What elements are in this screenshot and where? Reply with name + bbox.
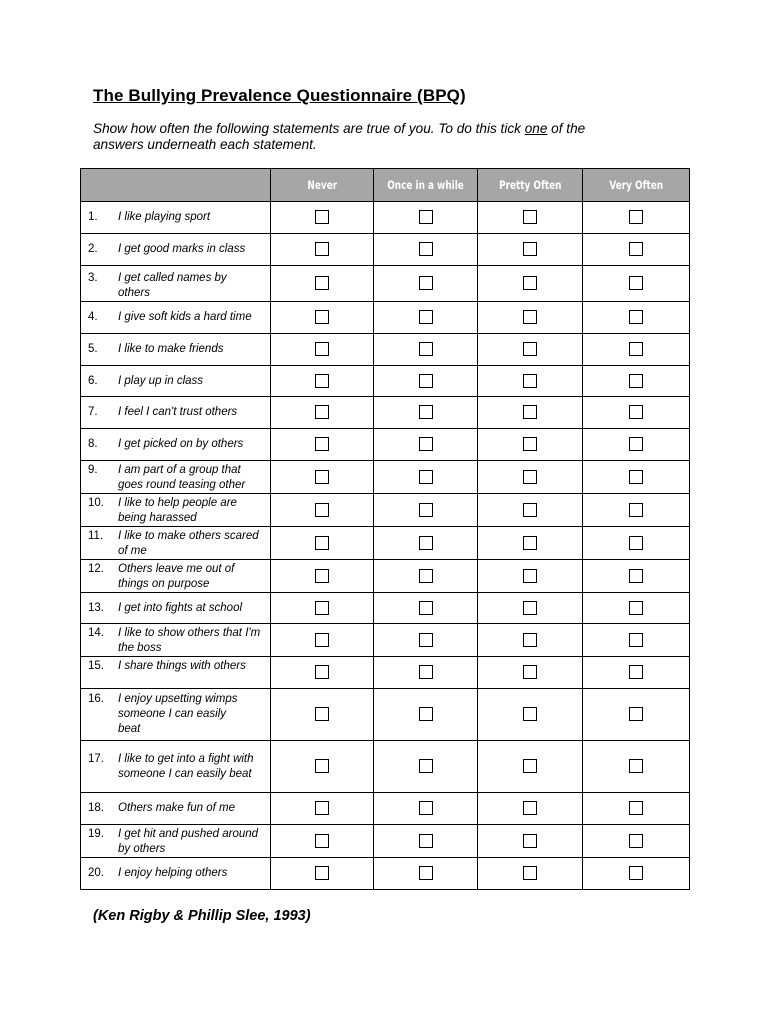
statement-content bbox=[81, 801, 270, 816]
answer-cell-very-often bbox=[583, 494, 690, 527]
checkbox-never[interactable] bbox=[315, 374, 329, 388]
statement-cell bbox=[81, 689, 271, 741]
answer-cell-very-often bbox=[583, 624, 690, 657]
checkbox-never[interactable] bbox=[315, 801, 329, 815]
checkbox-very-often[interactable] bbox=[629, 633, 643, 647]
instructions-emphasis: one bbox=[524, 121, 548, 136]
checkbox-pretty-often[interactable] bbox=[523, 601, 537, 615]
statement-text: I like to show others that I'm the boss bbox=[118, 627, 261, 654]
checkbox-never[interactable] bbox=[315, 866, 329, 880]
checkbox-never[interactable] bbox=[315, 759, 329, 773]
table-row bbox=[81, 858, 690, 890]
checkbox-very-often[interactable] bbox=[629, 665, 643, 679]
answer-cell-never bbox=[271, 858, 374, 890]
statement-number: 8. bbox=[88, 438, 98, 450]
checkbox-once-in-a-while[interactable] bbox=[419, 707, 433, 721]
answer-cell-once-in-a-while bbox=[374, 429, 478, 461]
checkbox-very-often[interactable] bbox=[629, 470, 643, 484]
checkbox-once-in-a-while[interactable] bbox=[419, 310, 433, 324]
header-label: Very Often bbox=[609, 178, 663, 192]
statement-cell bbox=[81, 825, 271, 858]
statement-text: I am part of a group that goes round teasing other bbox=[118, 464, 246, 491]
statement-cell bbox=[81, 429, 271, 461]
statement-content bbox=[81, 405, 270, 420]
statement-number: 13. bbox=[88, 601, 104, 614]
answer-cell-pretty-often bbox=[478, 793, 583, 825]
checkbox-very-often[interactable] bbox=[629, 503, 643, 517]
checkbox-never[interactable] bbox=[315, 569, 329, 583]
answer-cell-once-in-a-while bbox=[374, 494, 478, 527]
answer-cell-pretty-often bbox=[478, 234, 583, 266]
answer-cell-once-in-a-while bbox=[374, 234, 478, 266]
answer-cell-never bbox=[271, 657, 374, 689]
checkbox-never[interactable] bbox=[315, 310, 329, 324]
checkbox-very-often[interactable] bbox=[629, 405, 643, 419]
statement-number: 6. bbox=[88, 374, 98, 387]
answer-cell-once-in-a-while bbox=[374, 858, 478, 890]
checkbox-very-often[interactable] bbox=[629, 437, 643, 451]
statement-number: 5. bbox=[88, 343, 98, 355]
statement-cell bbox=[81, 657, 271, 689]
answer-cell-pretty-often bbox=[478, 560, 583, 593]
answer-cell-very-often bbox=[583, 202, 690, 234]
answer-cell-pretty-often bbox=[478, 858, 583, 890]
answer-cell-very-often bbox=[583, 429, 690, 461]
document-title: The Bullying Prevalence Questionnaire (BPQ) bbox=[93, 86, 466, 105]
answer-cell-pretty-often bbox=[478, 397, 583, 429]
checkbox-never[interactable] bbox=[315, 405, 329, 419]
answer-cell-never bbox=[271, 593, 374, 624]
instructions-part-1: Show how often the following statements are true of you. To do this tick bbox=[93, 121, 525, 136]
statement-content bbox=[81, 463, 270, 493]
answer-cell-never bbox=[271, 825, 374, 858]
answer-cell-pretty-often bbox=[478, 429, 583, 461]
checkbox-once-in-a-while[interactable] bbox=[419, 665, 433, 679]
statement-content bbox=[81, 242, 270, 257]
checkbox-never[interactable] bbox=[315, 276, 329, 290]
table-row bbox=[81, 429, 690, 461]
statement-number: 12. bbox=[88, 563, 104, 575]
answer-cell-once-in-a-while bbox=[374, 793, 478, 825]
answer-cell-never bbox=[271, 560, 374, 593]
questionnaire-body bbox=[81, 202, 690, 890]
checkbox-very-often[interactable] bbox=[629, 242, 643, 256]
answer-cell-pretty-often bbox=[478, 494, 583, 527]
statement-text: Others make fun of me bbox=[118, 802, 235, 814]
answer-cell-once-in-a-while bbox=[374, 527, 478, 560]
answer-cell-very-often bbox=[583, 234, 690, 266]
answer-cell-never bbox=[271, 527, 374, 560]
checkbox-very-often[interactable] bbox=[629, 210, 643, 224]
statement-cell bbox=[81, 858, 271, 890]
table-row bbox=[81, 593, 690, 624]
statement-text: I feel I can't trust others bbox=[118, 406, 238, 418]
answer-cell-once-in-a-while bbox=[374, 334, 478, 366]
statement-number: 1. bbox=[88, 211, 98, 223]
statement-text: I get called names by others bbox=[118, 272, 227, 299]
statement-cell bbox=[81, 302, 271, 334]
checkbox-once-in-a-while[interactable] bbox=[419, 503, 433, 517]
statement-number: 3. bbox=[88, 272, 98, 284]
table-row bbox=[81, 793, 690, 825]
table-row bbox=[81, 560, 690, 593]
statement-number: 18. bbox=[88, 802, 104, 814]
checkbox-pretty-often[interactable] bbox=[523, 569, 537, 583]
checkbox-very-often[interactable] bbox=[629, 759, 643, 773]
statement-text: I get hit and pushed around by others bbox=[118, 828, 259, 855]
statement-text: I like to get into a fight with someone I can easily beat bbox=[118, 752, 254, 780]
checkbox-pretty-often[interactable] bbox=[523, 437, 537, 451]
checkbox-once-in-a-while[interactable] bbox=[419, 437, 433, 451]
statement-content bbox=[81, 659, 270, 674]
checkbox-pretty-often[interactable] bbox=[523, 759, 537, 773]
answer-cell-very-often bbox=[583, 527, 690, 560]
table-row bbox=[81, 302, 690, 334]
statement-text: I get into fights at school bbox=[118, 601, 243, 614]
answer-cell-never bbox=[271, 689, 374, 741]
answer-cell-very-often bbox=[583, 741, 690, 793]
statement-content bbox=[81, 342, 270, 357]
statement-number: 16. bbox=[88, 693, 104, 705]
checkbox-pretty-often[interactable] bbox=[523, 866, 537, 880]
checkbox-pretty-often[interactable] bbox=[523, 801, 537, 815]
answer-cell-never bbox=[271, 793, 374, 825]
statement-content bbox=[81, 310, 270, 325]
statement-text: I like to help people are being harassed bbox=[118, 497, 237, 524]
checkbox-very-often[interactable] bbox=[629, 801, 643, 815]
table-row bbox=[81, 202, 690, 234]
answer-cell-never bbox=[271, 429, 374, 461]
checkbox-very-often[interactable] bbox=[629, 601, 643, 615]
answer-cell-very-often bbox=[583, 461, 690, 494]
statement-text: I share things with others bbox=[118, 660, 246, 672]
statement-number: 2. bbox=[88, 243, 98, 255]
table-row bbox=[81, 397, 690, 429]
statement-number: 14. bbox=[88, 627, 104, 639]
statement-cell bbox=[81, 593, 271, 624]
answer-cell-pretty-often bbox=[478, 527, 583, 560]
checkbox-never[interactable] bbox=[315, 503, 329, 517]
answer-cell-pretty-often bbox=[478, 461, 583, 494]
statement-content bbox=[81, 866, 270, 881]
checkbox-pretty-often[interactable] bbox=[523, 242, 537, 256]
checkbox-once-in-a-while[interactable] bbox=[419, 276, 433, 290]
answer-cell-pretty-often bbox=[478, 366, 583, 397]
statement-text: I play up in class bbox=[118, 374, 204, 387]
answer-cell-very-often bbox=[583, 366, 690, 397]
checkbox-once-in-a-while[interactable] bbox=[419, 210, 433, 224]
answer-cell-very-often bbox=[583, 858, 690, 890]
checkbox-never[interactable] bbox=[315, 601, 329, 615]
checkbox-pretty-often[interactable] bbox=[523, 633, 537, 647]
table-row bbox=[81, 825, 690, 858]
answer-cell-very-often bbox=[583, 397, 690, 429]
statement-number: 15. bbox=[88, 660, 104, 672]
checkbox-very-often[interactable] bbox=[629, 866, 643, 880]
checkbox-never[interactable] bbox=[315, 536, 329, 550]
statement-cell bbox=[81, 334, 271, 366]
questionnaire-table bbox=[80, 168, 690, 890]
statement-text: I enjoy helping others bbox=[118, 867, 228, 879]
checkbox-pretty-often[interactable] bbox=[523, 470, 537, 484]
statement-text: I get good marks in class bbox=[118, 243, 246, 255]
statement-content bbox=[81, 529, 270, 559]
answer-cell-once-in-a-while bbox=[374, 302, 478, 334]
answer-cell-never bbox=[271, 302, 374, 334]
table-row bbox=[81, 234, 690, 266]
header-never bbox=[271, 169, 374, 202]
checkbox-very-often[interactable] bbox=[629, 707, 643, 721]
checkbox-pretty-often[interactable] bbox=[523, 342, 537, 356]
answer-cell-pretty-often bbox=[478, 202, 583, 234]
answer-cell-very-often bbox=[583, 793, 690, 825]
statement-number: 7. bbox=[88, 406, 98, 418]
checkbox-very-often[interactable] bbox=[629, 569, 643, 583]
checkbox-never[interactable] bbox=[315, 437, 329, 451]
header-pretty-often bbox=[478, 169, 583, 202]
checkbox-once-in-a-while[interactable] bbox=[419, 242, 433, 256]
statement-content bbox=[81, 827, 270, 857]
statement-cell bbox=[81, 741, 271, 793]
statement-content bbox=[81, 437, 270, 452]
table-row bbox=[81, 366, 690, 397]
statement-text: I like playing sport bbox=[118, 211, 211, 223]
checkbox-pretty-often[interactable] bbox=[523, 374, 537, 388]
checkbox-once-in-a-while[interactable] bbox=[419, 801, 433, 815]
checkbox-once-in-a-while[interactable] bbox=[419, 834, 433, 848]
checkbox-very-often[interactable] bbox=[629, 310, 643, 324]
answer-cell-never bbox=[271, 366, 374, 397]
table-row bbox=[81, 461, 690, 494]
answer-cell-once-in-a-while bbox=[374, 593, 478, 624]
statement-cell bbox=[81, 793, 271, 825]
answer-cell-very-often bbox=[583, 593, 690, 624]
answer-cell-once-in-a-while bbox=[374, 366, 478, 397]
answer-cell-pretty-often bbox=[478, 266, 583, 302]
checkbox-very-often[interactable] bbox=[629, 276, 643, 290]
statement-content bbox=[81, 752, 270, 782]
checkbox-pretty-often[interactable] bbox=[523, 834, 537, 848]
table-row bbox=[81, 494, 690, 527]
checkbox-once-in-a-while[interactable] bbox=[419, 342, 433, 356]
checkbox-never[interactable] bbox=[315, 470, 329, 484]
answer-cell-pretty-often bbox=[478, 302, 583, 334]
checkbox-pretty-often[interactable] bbox=[523, 536, 537, 550]
answer-cell-once-in-a-while bbox=[374, 624, 478, 657]
answer-cell-never bbox=[271, 741, 374, 793]
statement-text: I get picked on by others bbox=[118, 438, 244, 450]
header-once-in-a-while bbox=[374, 169, 478, 202]
checkbox-never[interactable] bbox=[315, 665, 329, 679]
citation: (Ken Rigby & Phillip Slee, 1993) bbox=[93, 908, 311, 924]
checkbox-once-in-a-while[interactable] bbox=[419, 536, 433, 550]
answer-cell-never bbox=[271, 334, 374, 366]
statement-cell bbox=[81, 202, 271, 234]
header-label: Never bbox=[307, 178, 337, 192]
checkbox-once-in-a-while[interactable] bbox=[419, 405, 433, 419]
checkbox-pretty-often[interactable] bbox=[523, 210, 537, 224]
statement-cell bbox=[81, 397, 271, 429]
answer-cell-never bbox=[271, 397, 374, 429]
answer-cell-once-in-a-while bbox=[374, 397, 478, 429]
answer-cell-pretty-often bbox=[478, 689, 583, 741]
answer-cell-never bbox=[271, 494, 374, 527]
statement-text: Others leave me out of things on purpose bbox=[118, 563, 235, 590]
checkbox-never[interactable] bbox=[315, 633, 329, 647]
statement-number: 17. bbox=[88, 752, 104, 765]
statement-number: 11. bbox=[88, 530, 104, 542]
instructions-text bbox=[93, 121, 613, 153]
table-row bbox=[81, 741, 690, 793]
answer-cell-once-in-a-while bbox=[374, 202, 478, 234]
answer-cell-pretty-often bbox=[478, 334, 583, 366]
answer-cell-never bbox=[271, 202, 374, 234]
checkbox-pretty-often[interactable] bbox=[523, 665, 537, 679]
answer-cell-pretty-often bbox=[478, 624, 583, 657]
statement-cell bbox=[81, 624, 271, 657]
answer-cell-once-in-a-while bbox=[374, 560, 478, 593]
statement-number: 4. bbox=[88, 311, 98, 323]
statement-cell bbox=[81, 266, 271, 302]
header-very-often bbox=[583, 169, 690, 202]
answer-cell-never bbox=[271, 234, 374, 266]
checkbox-pretty-often[interactable] bbox=[523, 310, 537, 324]
answer-cell-very-often bbox=[583, 825, 690, 858]
checkbox-pretty-often[interactable] bbox=[523, 503, 537, 517]
checkbox-never[interactable] bbox=[315, 242, 329, 256]
checkbox-never[interactable] bbox=[315, 707, 329, 721]
answer-cell-very-often bbox=[583, 689, 690, 741]
table-row bbox=[81, 334, 690, 366]
answer-cell-once-in-a-while bbox=[374, 689, 478, 741]
answer-cell-once-in-a-while bbox=[374, 741, 478, 793]
answer-cell-pretty-often bbox=[478, 825, 583, 858]
checkbox-never[interactable] bbox=[315, 342, 329, 356]
checkbox-very-often[interactable] bbox=[629, 374, 643, 388]
statement-content bbox=[81, 626, 270, 656]
statement-content bbox=[81, 692, 270, 737]
statement-number: 9. bbox=[88, 464, 98, 476]
statement-content bbox=[81, 271, 270, 301]
statement-text: I enjoy upsetting wimps someone I can easily beat bbox=[118, 693, 238, 735]
statement-number: 19. bbox=[88, 828, 104, 840]
statement-text: I give soft kids a hard time bbox=[118, 311, 252, 323]
table-row bbox=[81, 689, 690, 741]
answer-cell-very-often bbox=[583, 266, 690, 302]
checkbox-never[interactable] bbox=[315, 210, 329, 224]
answer-cell-once-in-a-while bbox=[374, 825, 478, 858]
statement-number: 20. bbox=[88, 867, 104, 879]
checkbox-very-often[interactable] bbox=[629, 342, 643, 356]
checkbox-once-in-a-while[interactable] bbox=[419, 601, 433, 615]
answer-cell-very-often bbox=[583, 560, 690, 593]
answer-cell-once-in-a-while bbox=[374, 657, 478, 689]
checkbox-never[interactable] bbox=[315, 834, 329, 848]
answer-cell-very-often bbox=[583, 302, 690, 334]
checkbox-once-in-a-while[interactable] bbox=[419, 374, 433, 388]
checkbox-pretty-often[interactable] bbox=[523, 707, 537, 721]
table-row bbox=[81, 624, 690, 657]
statement-number: 10. bbox=[88, 497, 104, 509]
table-row bbox=[81, 527, 690, 560]
statement-text: I like to make others scared of me bbox=[118, 530, 259, 557]
checkbox-pretty-often[interactable] bbox=[523, 405, 537, 419]
table-row bbox=[81, 657, 690, 689]
statement-text: I like to make friends bbox=[118, 343, 224, 355]
statement-content bbox=[81, 496, 270, 526]
answer-cell-pretty-often bbox=[478, 741, 583, 793]
statement-content bbox=[81, 210, 270, 225]
table-row bbox=[81, 266, 690, 302]
statement-cell bbox=[81, 366, 271, 397]
checkbox-once-in-a-while[interactable] bbox=[419, 569, 433, 583]
answer-cell-never bbox=[271, 266, 374, 302]
answer-cell-very-often bbox=[583, 334, 690, 366]
checkbox-once-in-a-while[interactable] bbox=[419, 866, 433, 880]
answer-cell-pretty-often bbox=[478, 657, 583, 689]
answer-cell-very-often bbox=[583, 657, 690, 689]
checkbox-once-in-a-while[interactable] bbox=[419, 759, 433, 773]
checkbox-very-often[interactable] bbox=[629, 536, 643, 550]
table-header-row bbox=[81, 169, 690, 202]
statement-content bbox=[81, 562, 270, 592]
answer-cell-once-in-a-while bbox=[374, 266, 478, 302]
checkbox-once-in-a-while[interactable] bbox=[419, 633, 433, 647]
statement-cell bbox=[81, 560, 271, 593]
header-label: Pretty Often bbox=[498, 178, 562, 192]
instructions-part-2: of the answers underneath each statement. bbox=[93, 121, 586, 152]
answer-cell-never bbox=[271, 624, 374, 657]
statement-content bbox=[81, 601, 270, 616]
checkbox-very-often[interactable] bbox=[629, 834, 643, 848]
statement-cell bbox=[81, 527, 271, 560]
answer-cell-pretty-often bbox=[478, 593, 583, 624]
statement-cell bbox=[81, 461, 271, 494]
answer-cell-once-in-a-while bbox=[374, 461, 478, 494]
statement-content bbox=[81, 374, 270, 389]
header-statement bbox=[81, 169, 271, 202]
statement-cell bbox=[81, 234, 271, 266]
answer-cell-never bbox=[271, 461, 374, 494]
checkbox-once-in-a-while[interactable] bbox=[419, 470, 433, 484]
header-label: Once in a while bbox=[387, 178, 464, 192]
checkbox-pretty-often[interactable] bbox=[523, 276, 537, 290]
statement-cell bbox=[81, 494, 271, 527]
